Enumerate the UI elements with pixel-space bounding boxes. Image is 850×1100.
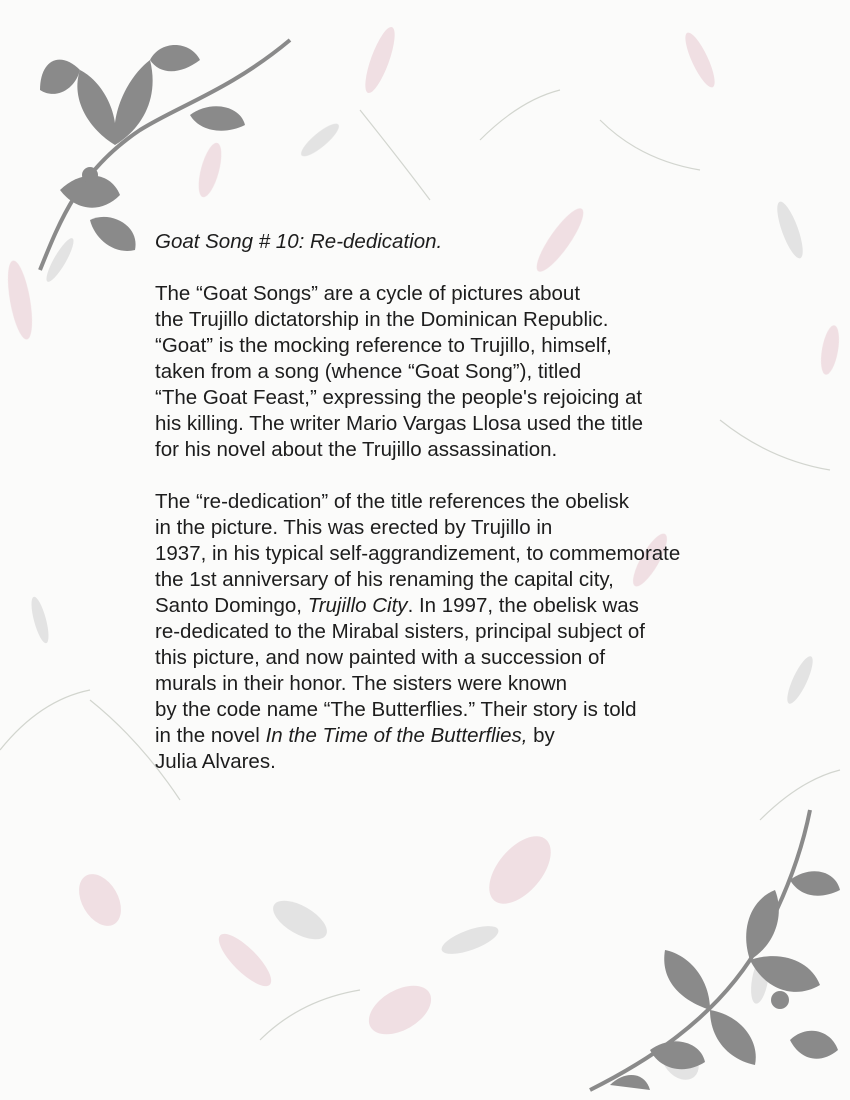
paragraph-line <box>155 593 795 619</box>
paragraph-line: his killing. The writer Mario Vargas Llosa used the title <box>155 412 644 435</box>
line-text: by <box>527 724 555 747</box>
line-text: . In 1997, the obelisk was <box>407 594 639 617</box>
paragraph-line: re-dedicated to the Mirabal sisters, principal subject of <box>155 620 645 643</box>
paragraph-line: murals in their honor. The sisters were known <box>155 672 568 695</box>
paragraph-line: The “Goat Songs” are a cycle of pictures about <box>155 282 581 305</box>
paragraph-line: the 1st anniversary of his renaming the capital city, <box>155 568 614 591</box>
paragraph-line: taken from a song (whence “Goat Song”), titled <box>155 360 582 383</box>
document-text <box>155 229 795 801</box>
paragraph-line: Julia Alvares. <box>155 750 276 773</box>
paragraph-line: The “re-dedication” of the title references the obelisk <box>155 490 630 513</box>
paragraph-line: for his novel about the Trujillo assassination. <box>155 438 558 461</box>
document-title <box>155 229 795 255</box>
line-text: in the novel <box>155 724 266 747</box>
paragraph-line <box>155 723 795 749</box>
paragraph-line: “The Goat Feast,” expressing the people's rejoicing at <box>155 386 643 409</box>
paragraph-line: 1937, in his typical self-aggrandizement, to commemorate <box>155 542 681 565</box>
city-name-italic: Trujillo City <box>307 594 408 617</box>
paragraph-line: “Goat” is the mocking reference to Trujillo, himself, <box>155 334 612 357</box>
paragraph-line: by the code name “The Butterflies.” Their story is told <box>155 698 637 721</box>
bottom-right-corner-ornament <box>550 800 850 1100</box>
paragraph-line: the Trujillo dictatorship in the Dominican Republic. <box>155 308 609 331</box>
paragraph-goat-songs <box>155 281 795 463</box>
line-text: Santo Domingo, <box>155 594 308 617</box>
title-text: Goat Song # 10: Re-dedication <box>155 230 437 253</box>
title-period: . <box>436 230 443 253</box>
paragraph-line: this picture, and now painted with a succession of <box>155 646 606 669</box>
paragraph-rededication <box>155 489 795 775</box>
paragraph-line: in the picture. This was erected by Trujillo in <box>155 516 553 539</box>
book-title-italic: In the Time of the Butterflies, <box>265 724 528 747</box>
